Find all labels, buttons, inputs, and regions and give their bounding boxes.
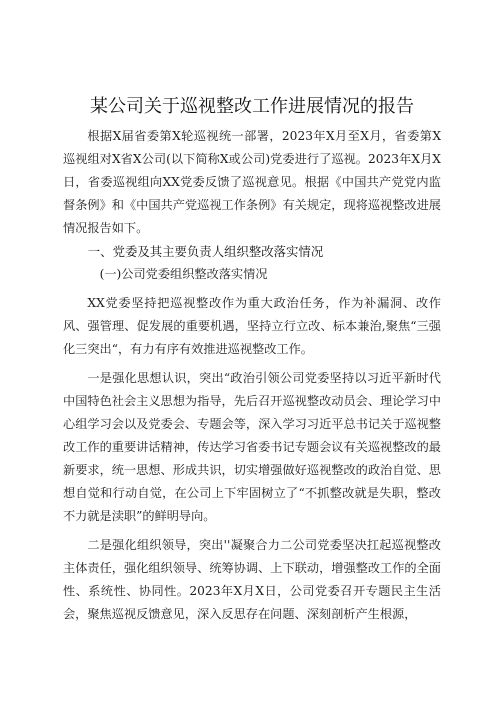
document-title: 某公司关于巡视整改工作进展情况的报告 xyxy=(90,96,414,117)
subsection-heading-1: (一)公司党委组织整改落实情况 xyxy=(99,267,268,281)
section-heading-1: 一、党委及其主要负责人组织整改落实情况 xyxy=(87,244,324,259)
body-paragraph-1: XX党委坚持把巡视整改作为重大政治任务，作为补漏洞、改作风、强管理、促发展的重要机遇，坚持立行立改、标本兼治,聚焦“三强化三突出“，有力有序有效推进巡视整改工作。 xyxy=(63,296,441,356)
document-body xyxy=(63,94,441,626)
body-paragraph-3: 二是强化组织领导，突出''凝聚合力二公司党委坚决扛起巡视整改主体责任，强化组织领导、统筹协调、上下联动，增强整改工作的全面性、系统性、协同性。2023年X月X日，公司党委召开专题民主生活会，聚焦巡视反馈意见，深入反思存在问题、深刻剖析产生根源， xyxy=(63,538,441,621)
body-paragraph-2: 一是强化思想认识，突出“政治引领公司党委坚持以习近平新时代中国特色社会主义思想为指导，先后召开巡视整改动员会、理论学习中心组学习会以及党委会、专题会等，深入学习习近平总书记关于巡视整改工作的重要讲话精神，传达学习省委书记专题会议有关巡视整改的最新要求，统一思想、形成共识，切实增强做好巡视整改的政治自觉、思想自觉和行动自觉，在公司上下牢固树立了“不抓整改就是失职，整改不力就是渎职”的鲜明导向。 xyxy=(63,371,441,523)
intro-paragraph: 根据X届省委第X轮巡视统一部署，2023年X月至X月，省委第X巡视组对X省X公司(以下简称X或公司)党委进行了巡视。2023年X月X日，省委巡视组向XX党委反馈了巡视意见。根据《中国共产党党内监督条例》和《中国共产党巡视工作条例》有关规定，现将巡视整改进展情况报告如下。 xyxy=(63,129,441,235)
